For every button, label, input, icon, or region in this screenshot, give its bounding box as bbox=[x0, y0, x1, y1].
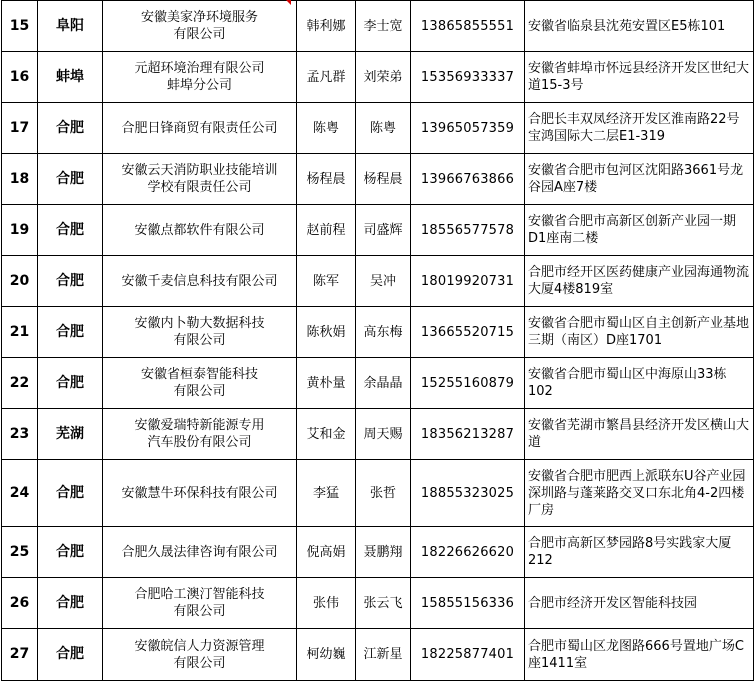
row-contact-2: 张哲 bbox=[356, 460, 411, 527]
table-row bbox=[2, 205, 754, 256]
row-phone: 13665520715 bbox=[411, 307, 525, 358]
row-contact-1: 韩利娜 bbox=[297, 1, 356, 52]
row-city: 合肥 bbox=[38, 103, 103, 154]
row-contact-1: 倪高娟 bbox=[297, 527, 356, 578]
table-row bbox=[2, 256, 754, 307]
row-contact-2: 李士宽 bbox=[356, 1, 411, 52]
row-contact-1: 艾和金 bbox=[297, 409, 356, 460]
row-address: 合肥市高新区梦园路8号实践家大厦212 bbox=[525, 527, 754, 578]
row-phone: 18226626620 bbox=[411, 527, 525, 578]
row-address: 安徽省蚌埠市怀远县经济开发区世纪大道15-3号 bbox=[525, 52, 754, 103]
row-number: 22 bbox=[2, 358, 38, 409]
row-address: 安徽省合肥市包河区沈阳路3661号龙谷园A座7楼 bbox=[525, 154, 754, 205]
table-row bbox=[2, 52, 754, 103]
row-company: 合肥久晟法律咨询有限公司 bbox=[103, 527, 297, 578]
row-company: 安徽千麦信息科技有限公司 bbox=[103, 256, 297, 307]
row-city: 合肥 bbox=[38, 358, 103, 409]
row-number: 25 bbox=[2, 527, 38, 578]
row-contact-2: 吴冲 bbox=[356, 256, 411, 307]
row-phone: 13966763866 bbox=[411, 154, 525, 205]
row-contact-2: 周天赐 bbox=[356, 409, 411, 460]
row-city: 合肥 bbox=[38, 307, 103, 358]
row-company: 安徽皖信人力资源管理 有限公司 bbox=[103, 629, 297, 681]
row-phone: 15356933337 bbox=[411, 52, 525, 103]
row-number: 23 bbox=[2, 409, 38, 460]
row-city: 合肥 bbox=[38, 578, 103, 629]
row-address: 安徽省合肥市肥西上派联东U谷产业园深圳路与蓬莱路交叉口东北角4-2四楼厂房 bbox=[525, 460, 754, 527]
row-address: 安徽省芜湖市繁昌县经济开发区横山大道 bbox=[525, 409, 754, 460]
row-contact-2: 陈粤 bbox=[356, 103, 411, 154]
table-row bbox=[2, 358, 754, 409]
row-contact-2: 聂鹏翔 bbox=[356, 527, 411, 578]
row-address: 合肥市经开区医药健康产业园海通物流大厦4楼819室 bbox=[525, 256, 754, 307]
table-row bbox=[2, 578, 754, 629]
row-number: 18 bbox=[2, 154, 38, 205]
row-phone: 18225877401 bbox=[411, 629, 525, 681]
row-company: 合肥日锋商贸有限责任公司 bbox=[103, 103, 297, 154]
row-company: 元超环境治理有限公司 蚌埠分公司 bbox=[103, 52, 297, 103]
row-company: 安徽点都软件有限公司 bbox=[103, 205, 297, 256]
row-company: 安徽慧牛环保科技有限公司 bbox=[103, 460, 297, 527]
table-row bbox=[2, 103, 754, 154]
table-row bbox=[2, 154, 754, 205]
row-company: 合肥哈工澳汀智能科技 有限公司 bbox=[103, 578, 297, 629]
table-row bbox=[2, 629, 754, 681]
row-contact-1: 陈秋娟 bbox=[297, 307, 356, 358]
row-address: 合肥市蜀山区龙图路666号置地广场C座1411室 bbox=[525, 629, 754, 681]
table-row bbox=[2, 460, 754, 527]
row-number: 27 bbox=[2, 629, 38, 681]
row-number: 24 bbox=[2, 460, 38, 527]
row-company: 安徽云天消防职业技能培训 学校有限责任公司 bbox=[103, 154, 297, 205]
row-city: 芜湖 bbox=[38, 409, 103, 460]
row-address: 合肥市经济开发区智能科技园 bbox=[525, 578, 754, 629]
row-number: 26 bbox=[2, 578, 38, 629]
row-contact-2: 杨程晨 bbox=[356, 154, 411, 205]
row-contact-1: 张伟 bbox=[297, 578, 356, 629]
row-company: 安徽内卜勒大数据科技 有限公司 bbox=[103, 307, 297, 358]
row-number: 21 bbox=[2, 307, 38, 358]
row-address: 安徽省合肥市蜀山区中海原山33栋102 bbox=[525, 358, 754, 409]
corner-mark bbox=[286, 0, 291, 5]
row-number: 20 bbox=[2, 256, 38, 307]
row-phone: 13865855551 bbox=[411, 1, 525, 52]
row-contact-1: 黄朴量 bbox=[297, 358, 356, 409]
row-phone: 15855156336 bbox=[411, 578, 525, 629]
row-contact-2: 刘荣弟 bbox=[356, 52, 411, 103]
row-contact-1: 陈军 bbox=[297, 256, 356, 307]
row-phone: 13965057359 bbox=[411, 103, 525, 154]
row-address: 安徽省合肥市高新区创新产业园一期D1座南二楼 bbox=[525, 205, 754, 256]
row-city: 合肥 bbox=[38, 629, 103, 681]
row-city: 合肥 bbox=[38, 256, 103, 307]
row-contact-1: 赵前程 bbox=[297, 205, 356, 256]
row-contact-1: 孟凡群 bbox=[297, 52, 356, 103]
row-company: 安徽省桓泰智能科技 有限公司 bbox=[103, 358, 297, 409]
row-city: 合肥 bbox=[38, 205, 103, 256]
row-city: 合肥 bbox=[38, 154, 103, 205]
row-contact-2: 余晶晶 bbox=[356, 358, 411, 409]
row-address: 合肥长丰双凤经济开发区淮南路22号宝鸿国际大二层E1-319 bbox=[525, 103, 754, 154]
row-city: 合肥 bbox=[38, 527, 103, 578]
row-company: 安徽美家净环境服务 有限公司 bbox=[103, 1, 297, 52]
row-phone: 15255160879 bbox=[411, 358, 525, 409]
table-row bbox=[2, 1, 754, 52]
row-contact-1: 杨程晨 bbox=[297, 154, 356, 205]
row-contact-2: 江新星 bbox=[356, 629, 411, 681]
company-table bbox=[1, 0, 754, 681]
row-contact-2: 张云飞 bbox=[356, 578, 411, 629]
row-company: 安徽爱瑞特新能源专用 汽车股份有限公司 bbox=[103, 409, 297, 460]
table-row bbox=[2, 527, 754, 578]
row-address: 安徽省合肥市蜀山区自主创新产业基地三期（南区）D座1701 bbox=[525, 307, 754, 358]
row-number: 17 bbox=[2, 103, 38, 154]
row-contact-2: 高东梅 bbox=[356, 307, 411, 358]
row-phone: 18855323025 bbox=[411, 460, 525, 527]
row-phone: 18556577578 bbox=[411, 205, 525, 256]
row-city: 合肥 bbox=[38, 460, 103, 527]
row-city: 蚌埠 bbox=[38, 52, 103, 103]
row-contact-2: 司盛辉 bbox=[356, 205, 411, 256]
row-number: 16 bbox=[2, 52, 38, 103]
row-number: 19 bbox=[2, 205, 38, 256]
row-contact-1: 柯幼巍 bbox=[297, 629, 356, 681]
table-row bbox=[2, 307, 754, 358]
table-row bbox=[2, 409, 754, 460]
row-phone: 18356213287 bbox=[411, 409, 525, 460]
row-address: 安徽省临泉县沈苑安置区E5栋101 bbox=[525, 1, 754, 52]
table-body bbox=[2, 1, 754, 681]
row-number: 15 bbox=[2, 1, 38, 52]
row-city: 阜阳 bbox=[38, 1, 103, 52]
row-contact-1: 李猛 bbox=[297, 460, 356, 527]
row-contact-1: 陈粤 bbox=[297, 103, 356, 154]
row-phone: 18019920731 bbox=[411, 256, 525, 307]
